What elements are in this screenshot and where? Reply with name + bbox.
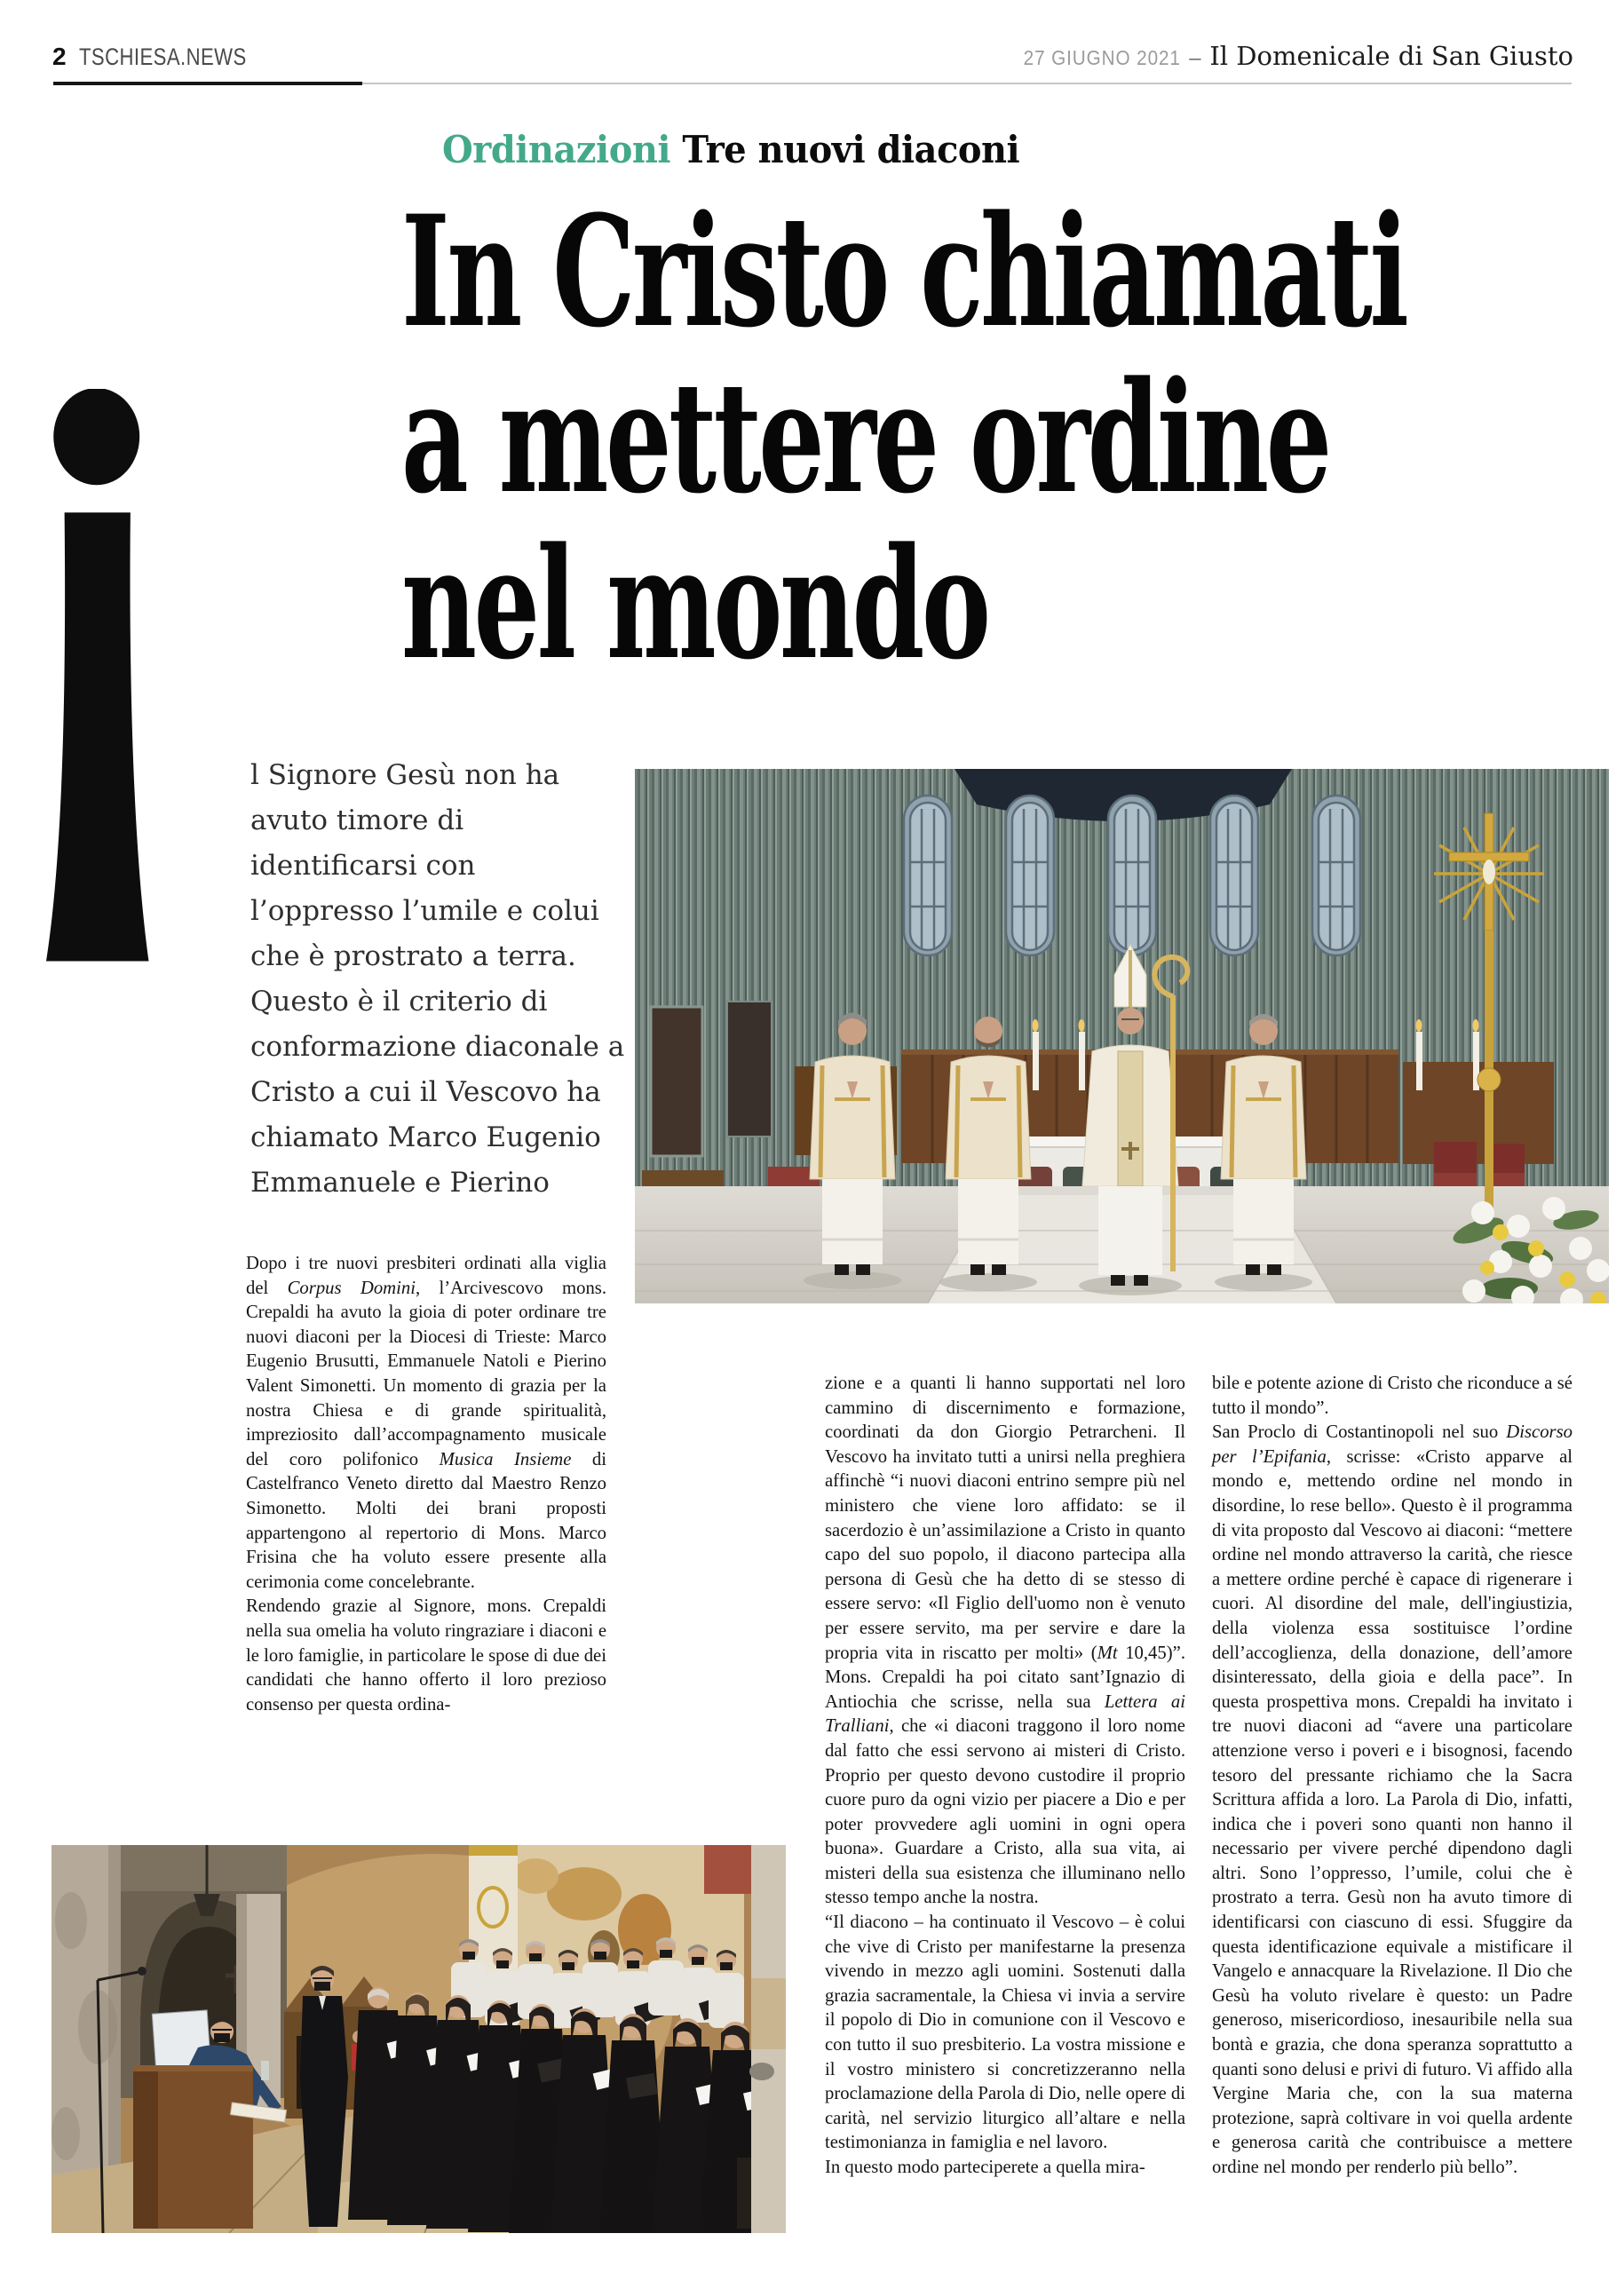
page-number: 2 bbox=[52, 43, 67, 70]
body-column-2 bbox=[825, 1372, 1185, 2242]
dropcap-letter-i bbox=[46, 389, 193, 962]
header-separator: – bbox=[1189, 44, 1201, 70]
header-right bbox=[1006, 41, 1574, 71]
headline-line: nel mondo bbox=[401, 513, 988, 693]
headline bbox=[401, 181, 1624, 693]
headline-line: In Cristo chiamati bbox=[401, 181, 1406, 361]
body-paragraph: zione e a quanti li hanno supportati nel loro cammino di discernimento e formazione, coordinati da don Giorgio Petrarcheni. Il Vescovo ha invitato tutti a unirsi nella preghiera affinchè “i nuovi diaconi entrino sempre più nel ministero che viene loro affidato: se il sacerdozio è un’assimilazione a Cristo in quanto capo del suo popolo, il diacono partecipa alla persona di Gesù che ha detto di se stesso di essere servo: «Il Figlio dell'uomo non è venuto per essere servito, ma per servire e dare la propria vita in riscatto per molti» (Mt 10,45)”. Mons. Crepaldi ha poi citato sant’Ignazio di Antiochia che scrisse, nella sua Lettera ai Tralliani, che «i diaconi traggono il loro nome dal fatto che essi servono ai misteri di Cristo. Proprio per questo devono custodire il proprio cuore puro da ogni vizio per piacere a Dio e per poter provvedere agli uomini in ogni opera buona». Guardare a Cristo, alla sua vita, ai misteri della sua esistenza che illuminano nello stesso tempo anche la nostra. bbox=[825, 1374, 1185, 1908]
header-rule-dark bbox=[53, 82, 362, 85]
header-left bbox=[52, 43, 283, 71]
body-paragraph: In questo modo parteciperete a quella mira- bbox=[825, 2158, 1145, 2177]
ordination-photo bbox=[635, 769, 1609, 1303]
body-paragraph: “Il diacono – ha continuato il Vescovo – è colui che vive di Cristo per manifestarne la presenza vivendo in mezzo agli uomini. Sostenuti dalla grazia sacramentale, la Chiesa vi invia a servire il popolo di Dio in comunione con il Vescovo e con tutto il suo presbiterio. La vostra missione e il vostro ministero si concretizzeranno nella proclamazione della Parola di Dio, nelle opere di carità, nel servizio liturgico all’altare e nella testimonianza in famiglia e nel lavoro. bbox=[825, 1913, 1185, 2153]
body-paragraph: Dopo i tre nuovi presbiteri ordinati alla viglia del Corpus Domini, l’Arcivescovo mons. Crepaldi ha avuto la gioia di poter ordinare tre nuovi diaconi per la Diocesi di Trieste: Marco Eugenio Brusutti, Emmanuele Natoli e Pierino Valent Simonetti. Un momento di grazia per la nostra Chiesa e di grande spiritualità, impreziosito dall’accompagnamento musicale del coro polifonico Musica Insieme di Castelfranco Veneto diretto dal Maestro Renzo Simonetto. Molti dei brani proposti appartengono al repertorio di Mons. Marco Frisina che ha voluto essere presente alla cerimonia come concelebrante. bbox=[246, 1254, 607, 1592]
lead-paragraph: l Signore Gesù non ha avuto timore di identificarsi con l’oppresso l’umile e colui che è prostrato a terra. Questo è il criterio di conformazione diaconale a Cristo a cui il Vescovo ha chiamato Marco Eugenio Emmanuele e Pierino bbox=[250, 759, 625, 1199]
kicker-title: Tre nuovi diaconi bbox=[682, 128, 1020, 171]
issue-date: 27 GIUGNO 2021 bbox=[1023, 46, 1181, 69]
body-paragraph: San Proclo di Costantinopoli nel suo Discorso per l’Epifania, scrisse: «Cristo apparve al mondo e, mettendo ordine nel mondo in disordine, lo rese bello». Questo è il programma di vita proposto dal Vescovo ai diaconi: “mettere ordine nel mondo attraverso la carità, che riesce a mettere ordine perché è capace di rigenerare i cuori. Al disordine del male, dell'ingiustizia, della violenza essa sostituisce l’ordine dell’accoglienza, della donazione, dell’amore disinteressato, della gioia e della pace”. In questa prospettiva mons. Crepaldi ha invitato i tre nuovi diaconi ad “avere una particolare attenzione verso i poveri e i bisognosi, facendo tesoro del pressante richiamo che la Sacra Scrittura affida a loro. La Parola di Dio, infatti, indica che i poveri sono quanti non hanno il necessario per vivere perché dipendono dagli altri. Sono l’oppresso, l’umile, colui che è prostrato a terra. Gesù non ha avuto timore di identificarsi con ciascuno di essi. Sfuggire da questa identificazione equivale a mistificare il Vangelo e annacquare la Rivelazione. Il Dio che Gesù ha voluto rivelare è questo: un Padre generoso, misericordioso, inesauribile nella sua bontà e grazia, che dona speranza soprattutto a quanti sono delusi e privi di futuro. Vi affido alla Vergine Maria che, con la sua materna protezione, saprà coltivare in voi quella ardente e generosa carità che contribuisce a mettere ordine nel mondo per renderlo più bello”. bbox=[1212, 1422, 1573, 2177]
body-paragraph: bile e potente azione di Cristo che riconduce a sé tutto il mondo”. bbox=[1212, 1374, 1573, 1418]
section-name: TSCHIESA.NEWS bbox=[78, 44, 247, 70]
body-column-3 bbox=[1212, 1372, 1573, 2242]
kicker bbox=[442, 128, 1019, 171]
choir-photo bbox=[51, 1845, 786, 2233]
body-paragraph: Rendendo grazie al Signore, mons. Crepaldi nella sua omelia ha voluto ringraziare i diaconi e le loro famiglie, in particolare le spose di due dei candidati che hanno offerto il loro prezioso consenso per questa ordina- bbox=[246, 1596, 606, 1715]
header-rule-light bbox=[362, 83, 1572, 84]
headline-line: a mettere ordine bbox=[401, 347, 1329, 527]
body-column-1 bbox=[246, 1252, 606, 1749]
publication-name: Il Domenicale di San Giusto bbox=[1209, 41, 1573, 71]
kicker-category: Ordinazioni bbox=[442, 128, 671, 171]
